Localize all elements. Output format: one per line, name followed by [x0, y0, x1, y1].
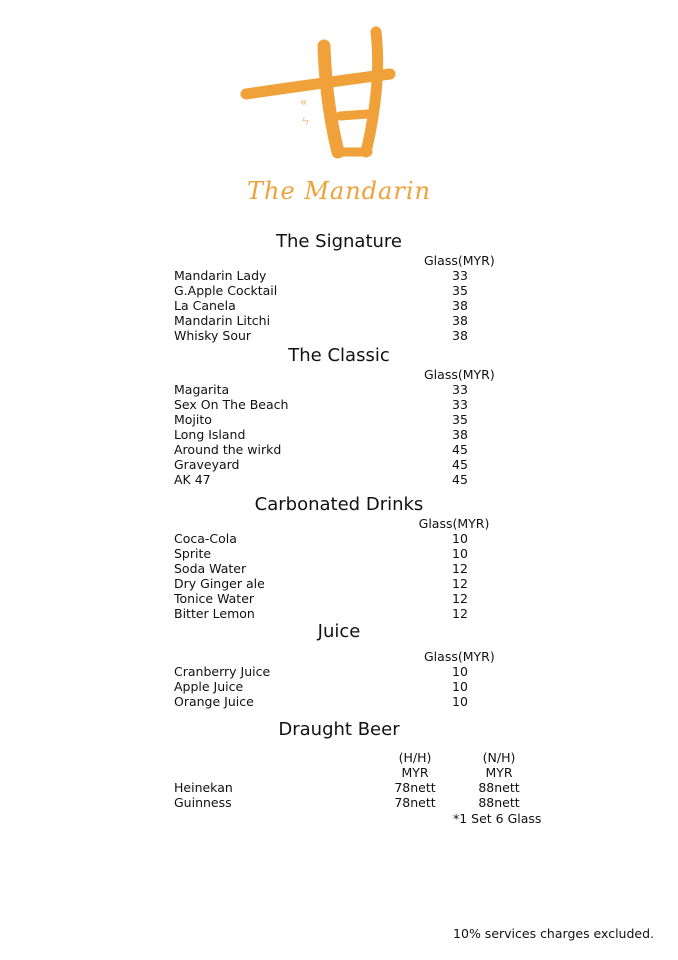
menu-item-price: 12	[452, 561, 468, 576]
section-title-draught-beer: Draught Beer	[278, 719, 400, 740]
menu-item-price-hh: 78nett	[394, 795, 436, 810]
menu-item-name: Cranberry Juice	[174, 664, 271, 679]
menu-item-name: G.Apple Cocktail	[174, 283, 278, 298]
column-header: Glass(MYR)	[424, 253, 495, 268]
menu-item-price: 10	[452, 664, 468, 679]
menu-item-price: 38	[452, 298, 468, 313]
menu-item-price: 33	[452, 397, 468, 412]
menu-item-price-hh: 78nett	[394, 780, 436, 795]
menu-item-name: Soda Water	[174, 561, 247, 576]
column-header: Glass(MYR)	[424, 367, 495, 382]
menu-item-name: Coca-Cola	[174, 531, 237, 546]
svg-text:«: «	[300, 95, 308, 109]
menu-item-name: La Canela	[174, 298, 236, 313]
brand-name: The Mandarin	[247, 177, 431, 205]
draught-note: *1 Set 6 Glass	[453, 811, 542, 826]
menu-item-price: 45	[452, 442, 468, 457]
mandarin-logo	[240, 24, 400, 164]
menu-item-price: 10	[452, 679, 468, 694]
menu-item-price: 35	[452, 283, 468, 298]
menu-item-price: 10	[452, 531, 468, 546]
menu-item-name: Sprite	[174, 546, 212, 561]
menu-item-price: 10	[452, 694, 468, 709]
column-header-nh-line1: (N/H)	[482, 750, 516, 765]
menu-item-name: Guinness	[174, 795, 232, 810]
column-header-nh-line2: MYR	[485, 765, 513, 780]
section-title-signature: The Signature	[275, 231, 403, 252]
menu-item-name: Apple Juice	[174, 679, 244, 694]
menu-item-name: Whisky Sour	[174, 328, 252, 343]
menu-item-price: 12	[452, 591, 468, 606]
menu-item-name: Mandarin Litchi	[174, 313, 271, 328]
column-header: Glass(MYR)	[424, 649, 495, 664]
menu-item-name: Mojito	[174, 412, 212, 427]
menu-item-name: Mandarin Lady	[174, 268, 267, 283]
menu-item-price: 10	[452, 546, 468, 561]
menu-item-price: 38	[452, 328, 468, 343]
menu-item-price: 12	[452, 576, 468, 591]
menu-item-name: Sex On The Beach	[174, 397, 289, 412]
menu-item-price: 12	[452, 606, 468, 621]
menu-item-price: 38	[452, 313, 468, 328]
menu-item-price-nh: 88nett	[478, 795, 520, 810]
menu-item-name: Dry Ginger ale	[174, 576, 265, 591]
menu-item-name: Long Island	[174, 427, 246, 442]
menu-item-price: 45	[452, 472, 468, 487]
section-title-classic: The Classic	[288, 345, 390, 366]
menu-item-price: 33	[452, 268, 468, 283]
service-charge-note: 10% services charges excluded.	[453, 926, 654, 941]
menu-item-name: Around the wirkd	[174, 442, 282, 457]
menu-item-name: Bitter Lemon	[174, 606, 255, 621]
svg-text:ㄣ: ㄣ	[300, 114, 311, 127]
column-header-hh-line1: (H/H)	[398, 750, 432, 765]
menu-item-name: Orange Juice	[174, 694, 254, 709]
column-header-hh-line2: MYR	[401, 765, 429, 780]
menu-item-price: 38	[452, 427, 468, 442]
menu-item-price: 45	[452, 457, 468, 472]
menu-item-name: AK 47	[174, 472, 211, 487]
menu-item-name: Heinekan	[174, 780, 233, 795]
section-title-carbonated: Carbonated Drinks	[254, 494, 424, 515]
section-title-juice: Juice	[317, 621, 361, 642]
menu-item-price-nh: 88nett	[478, 780, 520, 795]
menu-item-name: Magarita	[174, 382, 230, 397]
menu-item-name: Tonice Water	[174, 591, 255, 606]
menu-item-price: 35	[452, 412, 468, 427]
menu-item-price: 33	[452, 382, 468, 397]
column-header: Glass(MYR)	[418, 516, 490, 531]
menu-item-name: Graveyard	[174, 457, 240, 472]
